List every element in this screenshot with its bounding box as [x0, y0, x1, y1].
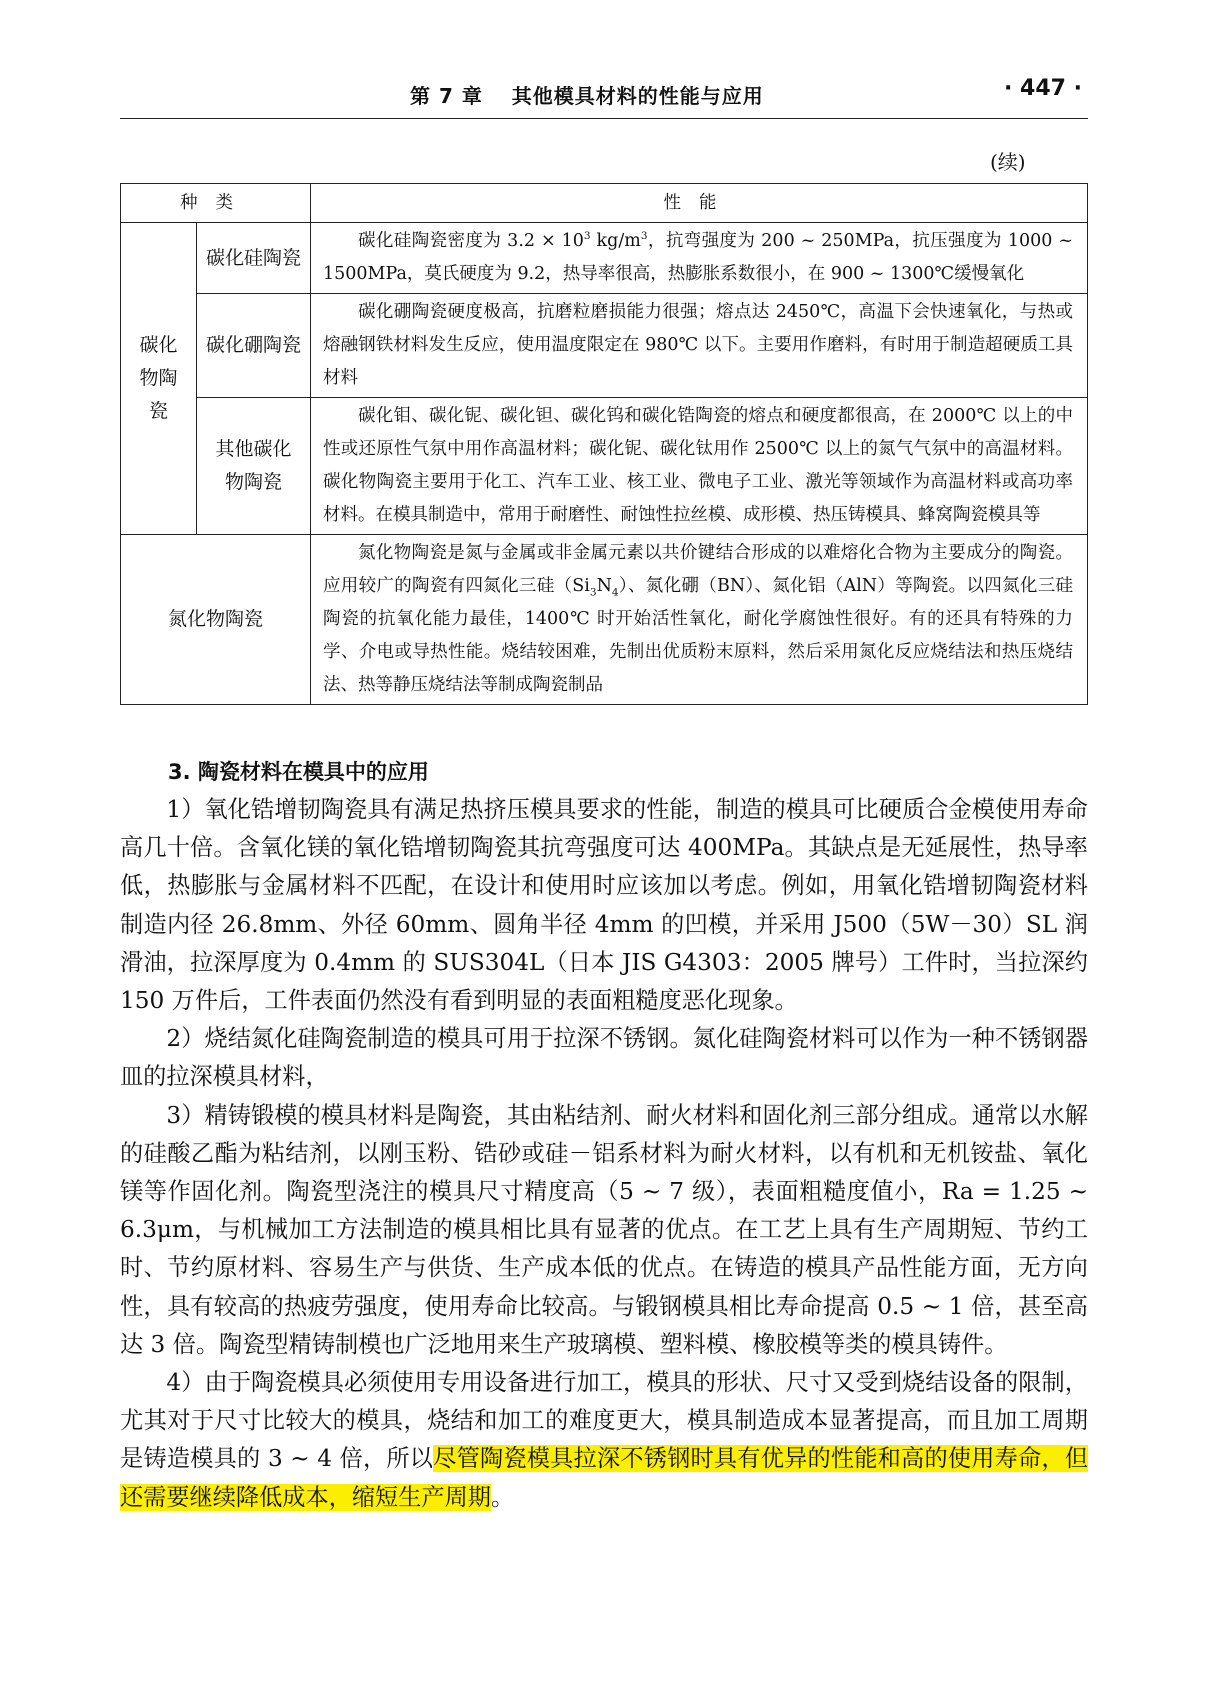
- continued-label: (续): [990, 150, 1026, 174]
- table-row: [121, 535, 1088, 705]
- table-row: [121, 398, 1088, 535]
- column-header-type: 种类: [121, 184, 311, 223]
- chapter-title: 第 7 章 其他模具材料的性能与应用: [410, 84, 764, 108]
- paragraph: 2）烧结氮化硅陶瓷制造的模具可用于拉深不锈钢。氮化硅陶瓷材料可以作为一种不锈钢器皿的拉深模具材料，: [120, 1025, 1088, 1091]
- page-header: [120, 74, 1088, 119]
- paragraph: 3）精铸锻模的模具材料是陶瓷，其由粘结剂、耐火材料和固化剂三部分组成。通常以水解的硅酸乙酯为粘结剂，以刚玉粉、锆砂或硅－铝系材料为耐火材料，以有机和无机铵盐、氧化镁等作固化剂。陶瓷型浇注的模具尺寸精度高（5 ~ 7 级），表面粗糙度值小，Ra = 1.25 ~ 6.3μm，与机械加工方法制造的模具相比具有显著的优点。在工艺上具有生产周期短、节约工时、节约原材料、容易生产与供货、生产成本低的优点。在铸造的模具产品性能方面，无方向性，具有较高的热疲劳强度，使用寿命比较高。与锻钢模具相比寿命提高 0.5 ~ 1 倍，甚至高达 3 倍。陶瓷型精铸制模也广泛地用来生产玻璃模、塑料模、橡胶模等类的模具铸件。: [120, 1101, 1088, 1358]
- ceramics-properties-table: [120, 183, 1088, 705]
- row-properties: 碳化硼陶瓷硬度极高，抗磨粒磨损能力很强；熔点达 2450℃，高温下会快速氧化，与热或熔融钢铁材料发生反应，使用温度限定在 980℃ 以下。主要用作磨料，有时用于制造超硬质工具材料: [311, 294, 1088, 398]
- row-properties: 氮化物陶瓷是氮与金属或非金属元素以共价键结合形成的以难熔化合物为主要成分的陶瓷。应用较广的陶瓷有四氮化三硅$(Si_3N_4)$、氮化硼（BN）、氮化铝（AlN）等陶瓷。以四氮化三硅陶瓷的抗氧化能力最佳，1400℃ 时开始活性氧化，耐化学腐蚀性很好。有的还具有特殊的力学、介电或导热性能。烧结较困难，先制出优质粉末原料，然后采用氮化反应烧结法和热压烧结法、热等静压烧结法等制成陶瓷制品: [311, 535, 1088, 705]
- paragraph: 4）由于陶瓷模具必须使用专用设备进行加工，模具的形状、尺寸又受到烧结设备的限制，尤其对于尺寸比较大的模具，烧结和加工的难度更大，模具制造成本显著提高，而且加工周期是铸造模具的 3 ~ 4 倍，所以尽管陶瓷模具拉深不锈钢时具有优异的性能和高的使用寿命，但还需要继续降低成本，缩短生产周期。: [120, 1369, 1089, 1511]
- row-name: 其他碳化物陶瓷: [197, 398, 311, 535]
- section-heading: 3. 陶瓷材料在模具中的应用: [168, 760, 429, 784]
- row-properties: 碳化硅陶瓷密度为 $3.2 \times 10^3$ $kg/m^3$，抗弯强度为 200 ~ 250MPa，抗压强度为 1000 ~ 1500MPa，莫氏硬度为 9.2，热导率很高，热膨胀系数很小，在 900 ~ 1300℃缓慢氧化: [311, 223, 1088, 294]
- table-row: [121, 294, 1088, 398]
- table-row: [121, 223, 1088, 294]
- column-header-properties: 性能: [311, 184, 1088, 223]
- highlighted-text: 尽管陶瓷模具拉深不锈钢时具有优异的性能和高的使用寿命，但还需要继续降低成本，缩短生产周期: [120, 1445, 1089, 1511]
- page-number: · 447 ·: [1004, 76, 1082, 101]
- row-name: 碳化硅陶瓷: [197, 223, 311, 294]
- paragraph: 1）氧化锆增韧陶瓷具有满足热挤压模具要求的性能，制造的模具可比硬质合金模使用寿命高几十倍。含氧化镁的氧化锆增韧陶瓷其抗弯强度可达 400MPa。其缺点是无延展性，热导率低，热膨胀与金属材料不匹配，在设计和使用时应该加以考虑。例如，用氧化锆增韧陶瓷材料制造内径 26.8mm、外径 60mm、圆角半径 4mm 的凹模，并采用 J500（5W－30）SL 润滑油，拉深厚度为 0.4mm 的 SUS304L（日本 JIS G4303：2005 牌号）工件时，当拉深约 150 万件后，工件表面仍然没有看到明显的表面粗糙度恶化现象。: [120, 796, 1088, 1015]
- row-properties: 碳化钼、碳化铌、碳化钽、碳化钨和碳化锆陶瓷的熔点和硬度都很高，在 2000℃ 以上的中性或还原性气氛中用作高温材料；碳化铌、碳化钛用作 2500℃ 以上的氮气气氛中的高温材料。碳化物陶瓷主要用于化工、汽车工业、核工业、微电子工业、激光等领域作为高温材料或高功率材料。在模具制造中，常用于耐磨性、耐蚀性拉丝模、成形模、热压铸模具、蜂窝陶瓷模具等: [311, 398, 1088, 535]
- table-header-row: [121, 184, 1088, 223]
- section-content: [120, 753, 1088, 1517]
- carbide-group-label: 碳化物陶瓷: [121, 223, 197, 535]
- row-name: 碳化硼陶瓷: [197, 294, 311, 398]
- row-name: 氮化物陶瓷: [121, 535, 311, 705]
